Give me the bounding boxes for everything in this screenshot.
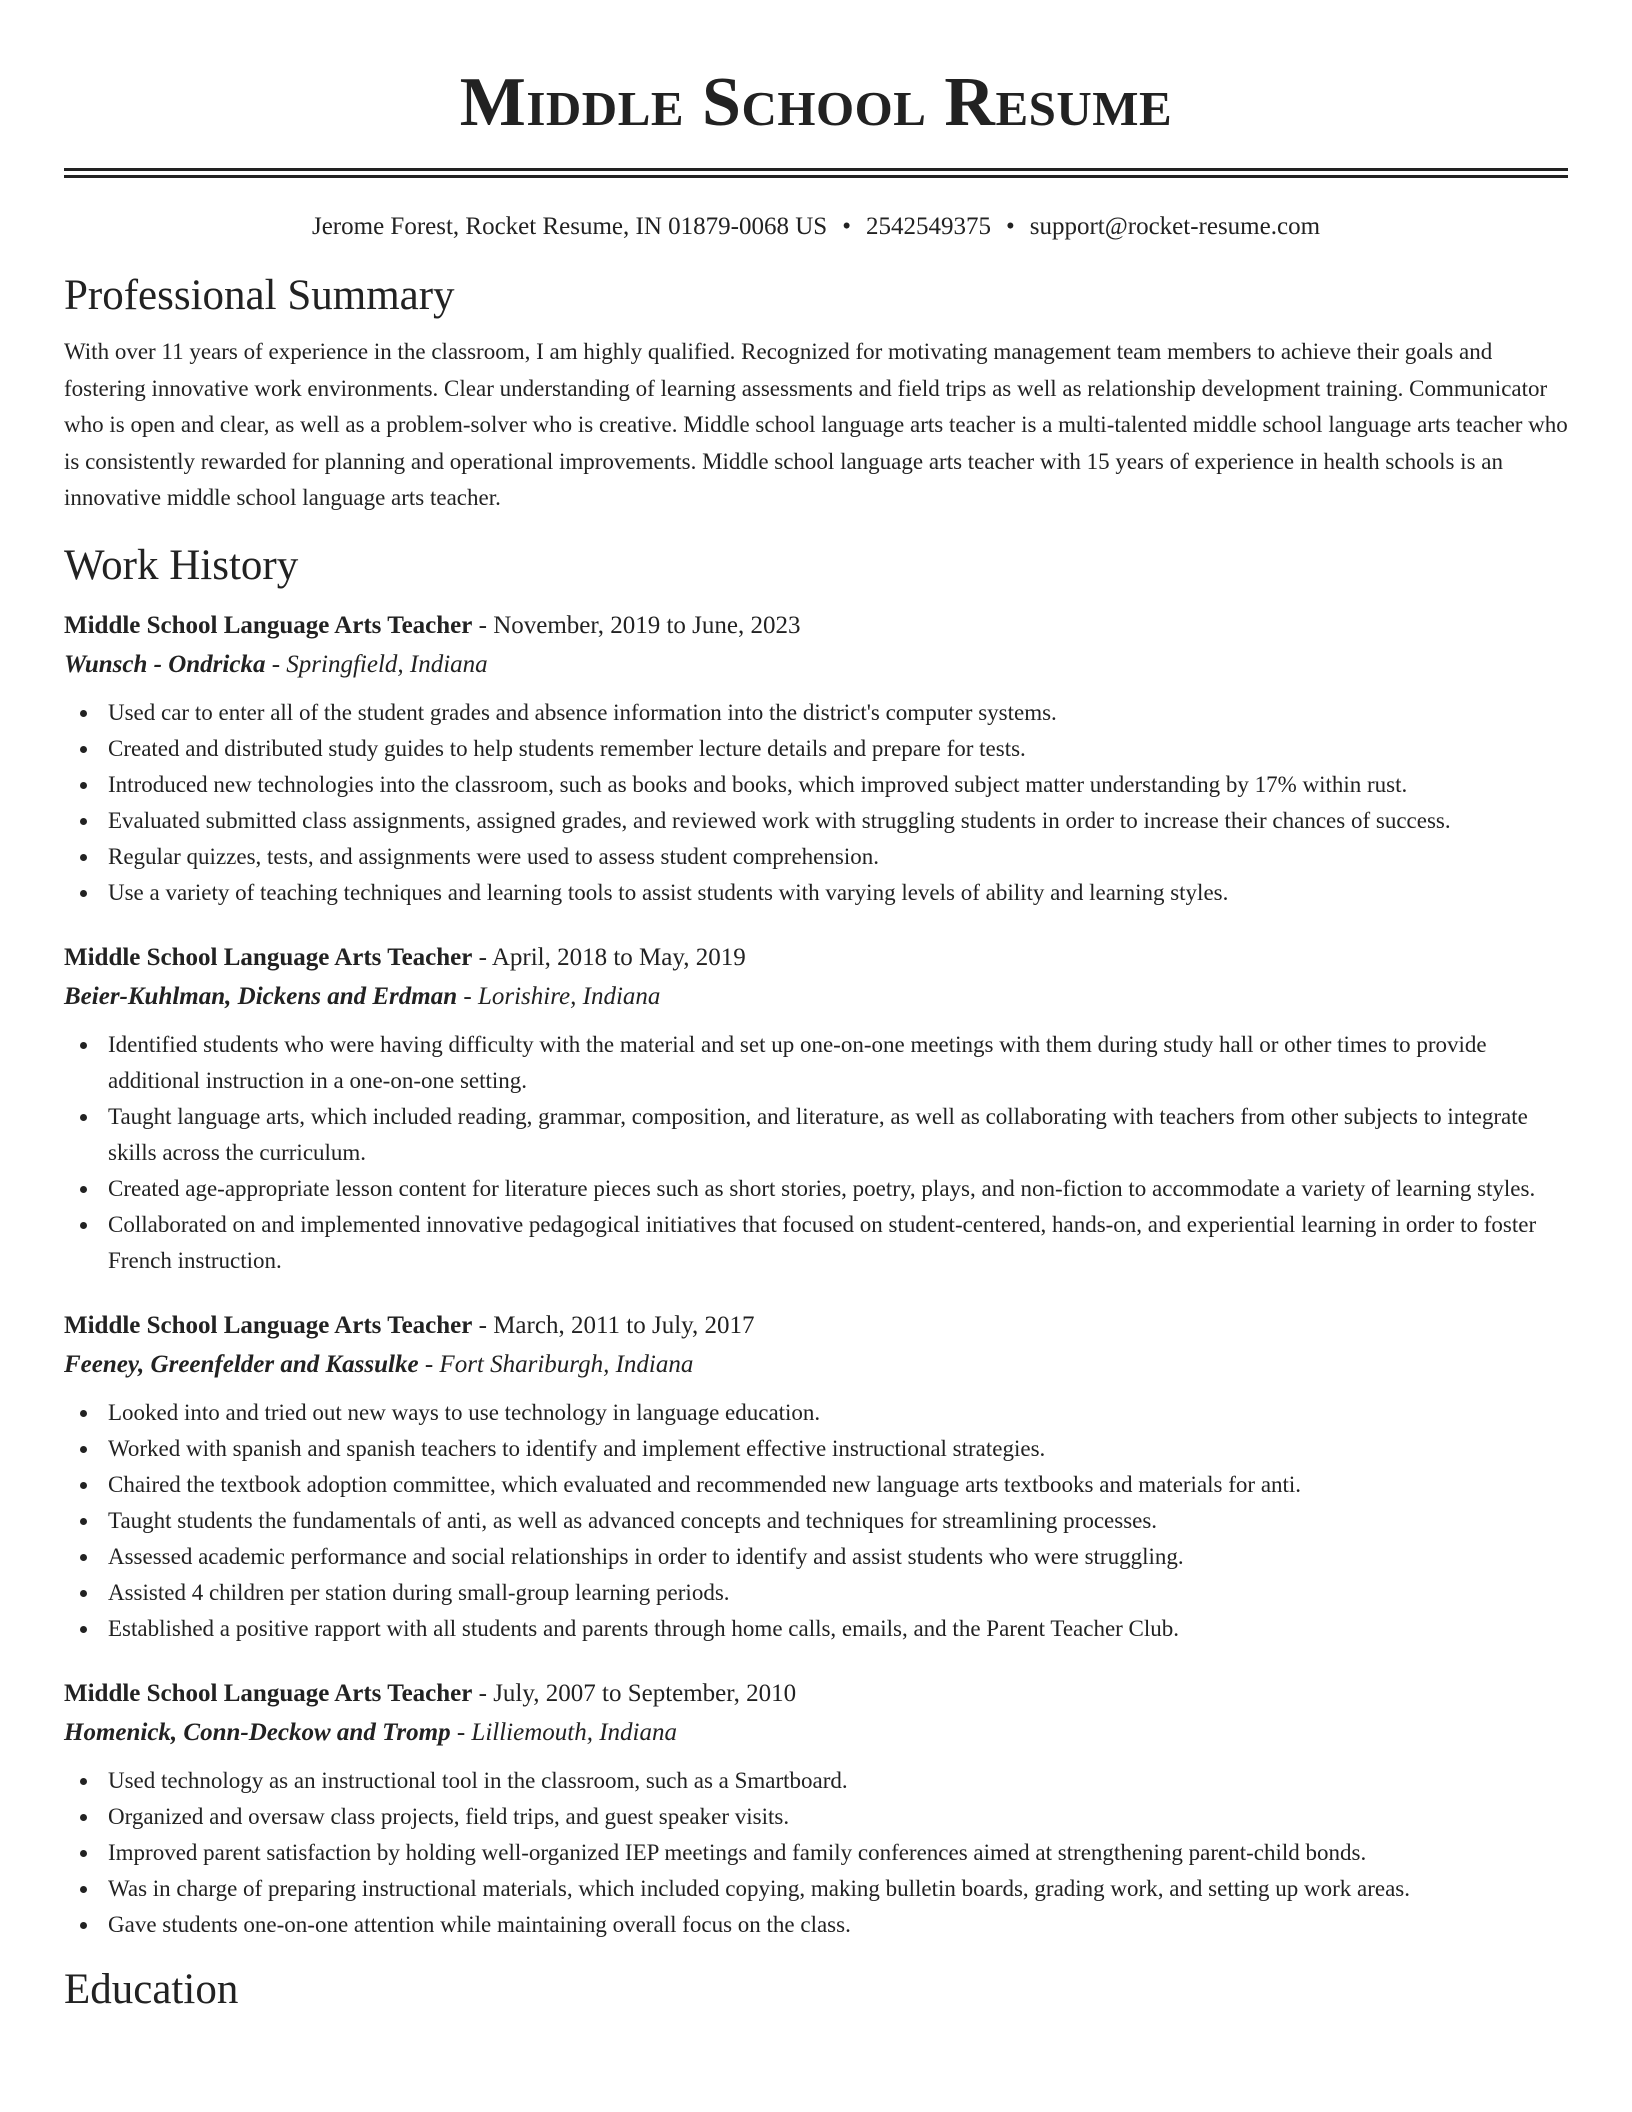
job-company: Wunsch - Ondricka (64, 650, 266, 678)
job-employer-line (64, 649, 1568, 681)
list-item: Identified students who were having difficulty with the material and set up one-on-one meetings with them during study hall or other times to provide additional instruction in a one-on-one setting. (64, 1027, 1568, 1099)
job-entry (64, 610, 1568, 911)
list-item: Taught language arts, which included reading, grammar, composition, and literature, as well as collaborating with teachers from other subjects to integrate skills across the curriculum. (64, 1099, 1568, 1171)
list-item: Used technology as an instructional tool in the classroom, such as a Smartboard. (64, 1763, 1568, 1799)
job-duties (64, 1395, 1568, 1647)
list-item: Regular quizzes, tests, and assignments were used to assess student comprehension. (64, 839, 1568, 875)
job-entry (64, 1678, 1568, 1943)
list-item: Evaluated submitted class assignments, assigned grades, and reviewed work with struggling students in order to increase their chances of success. (64, 803, 1568, 839)
list-item: Assessed academic performance and social relationships in order to identify and assist students who were struggling. (64, 1539, 1568, 1575)
job-title: Middle School Language Arts Teacher (64, 611, 473, 639)
job-header (64, 1678, 1568, 1710)
page-title: Middle School Resume (459, 64, 1173, 141)
title-divider (64, 168, 1568, 178)
list-item: Introduced new technologies into the classroom, such as books and books, which improved subject matter understanding by 17% within rust. (64, 767, 1568, 803)
job-header (64, 1310, 1568, 1342)
job-title: Middle School Language Arts Teacher (64, 1679, 473, 1707)
job-location: - Lilliemouth, Indiana (450, 1718, 677, 1746)
list-item: Used car to enter all of the student grades and absence information into the district's computer systems. (64, 695, 1568, 731)
job-entry (64, 942, 1568, 1279)
work-history-heading: Work History (64, 541, 299, 589)
list-item: Created age-appropriate lesson content for literature pieces such as short stories, poetry, plays, and non-fiction to accommodate a variety of learning styles. (64, 1171, 1568, 1207)
contact-separator: • (1005, 213, 1015, 240)
list-item: Looked into and tried out new ways to use technology in language education. (64, 1395, 1568, 1431)
job-header (64, 942, 1568, 974)
job-employer-line (64, 1717, 1568, 1749)
list-item: Chaired the textbook adoption committee, which evaluated and recommended new language arts textbooks and materials for anti. (64, 1467, 1568, 1503)
job-location: - Fort Shariburgh, Indiana (418, 1350, 694, 1378)
list-item: Assisted 4 children per station during small-group learning periods. (64, 1575, 1568, 1611)
list-item: Collaborated on and implemented innovative pedagogical initiatives that focused on student-centered, hands-on, and experiential learning in order to foster French instruction. (64, 1207, 1568, 1279)
contact-email: support@rocket-resume.com (1029, 213, 1321, 240)
summary-heading: Professional Summary (64, 272, 455, 319)
job-duties (64, 695, 1568, 911)
job-company: Beier-Kuhlman, Dickens and Erdman (64, 982, 458, 1010)
job-employer-line (64, 981, 1568, 1013)
summary-text: With over 11 years of experience in the classroom, I am highly qualified. Recognized for motivating management team members to achieve their goals and fostering innovative work environments. Clear understanding of learning assessments and field trips as well as relationship development training. Communicator who is open and clear, as well as a problem-solver who is creative. Middle school language arts teacher is a multi-talented middle school language arts teacher who is consistently rewarded for planning and operational improvements. Middle school language arts teacher with 15 years of experience in health schools is an innovative middle school language arts teacher. (64, 339, 1568, 510)
contact-address: Jerome Forest, Rocket Resume, IN 01879-0068 US (311, 213, 828, 240)
list-item: Was in charge of preparing instructional materials, which included copying, making bulletin boards, grading work, and setting up work areas. (64, 1871, 1568, 1907)
list-item: Improved parent satisfaction by holding well-organized IEP meetings and family conferences aimed at strengthening parent-child bonds. (64, 1835, 1568, 1871)
list-item: Established a positive rapport with all students and parents through home calls, emails, and the Parent Teacher Club. (64, 1611, 1568, 1647)
job-title: Middle School Language Arts Teacher (64, 943, 473, 971)
contact-separator: • (842, 213, 851, 240)
job-dates: - March, 2011 to July, 2017 (472, 1311, 755, 1339)
job-entry (64, 1310, 1568, 1647)
list-item: Organized and oversaw class projects, field trips, and guest speaker visits. (64, 1799, 1568, 1835)
list-item: Created and distributed study guides to help students remember lecture details and prepare for tests. (64, 731, 1568, 767)
list-item: Worked with spanish and spanish teachers to identify and implement effective instructional strategies. (64, 1431, 1568, 1467)
job-dates: - July, 2007 to September, 2010 (472, 1679, 797, 1707)
list-item: Taught students the fundamentals of anti, as well as advanced concepts and techniques for streamlining processes. (64, 1503, 1568, 1539)
list-item: Gave students one-on-one attention while maintaining overall focus on the class. (64, 1907, 1568, 1943)
education-heading: Education (64, 1965, 239, 2013)
list-item: Use a variety of teaching techniques and learning tools to assist students with varying levels of ability and learning styles. (64, 875, 1568, 911)
job-location: - Springfield, Indiana (265, 650, 488, 678)
job-dates: - November, 2019 to June, 2023 (472, 611, 801, 639)
job-duties (64, 1763, 1568, 1943)
work-history-list (64, 610, 1568, 1943)
contact-phone: 2542549375 (865, 213, 991, 240)
job-location: - Lorishire, Indiana (457, 982, 661, 1010)
job-duties (64, 1027, 1568, 1279)
job-dates: - April, 2018 to May, 2019 (472, 943, 746, 971)
job-company: Homenick, Conn-Deckow and Tromp (64, 1718, 451, 1746)
job-company: Feeney, Greenfelder and Kassulke (64, 1350, 419, 1378)
job-employer-line (64, 1349, 1568, 1381)
job-header (64, 610, 1568, 642)
job-title: Middle School Language Arts Teacher (64, 1311, 473, 1339)
contact-line (64, 211, 1568, 243)
